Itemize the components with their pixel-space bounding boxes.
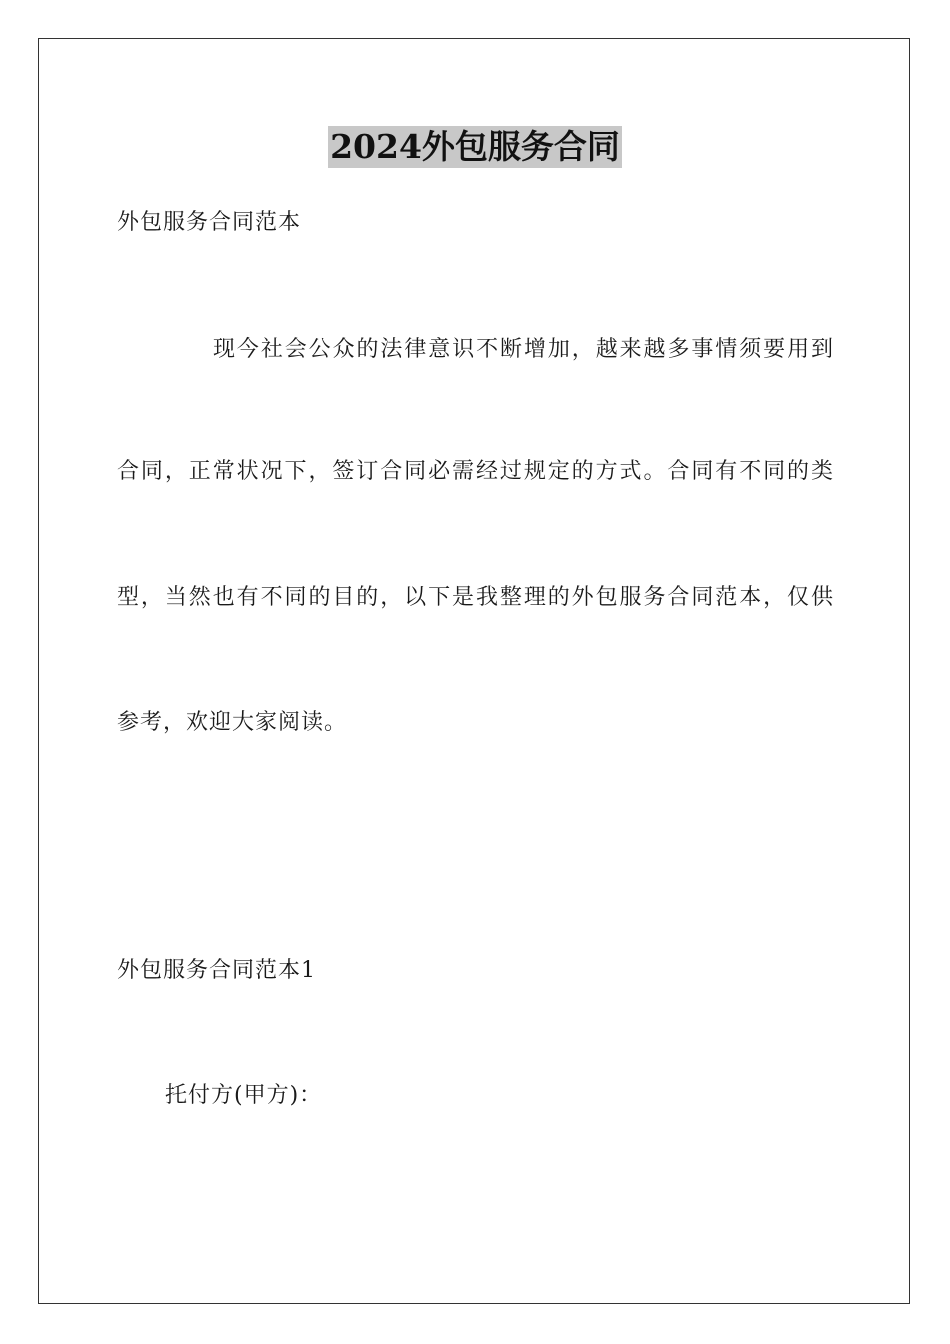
title-container	[0, 126, 950, 168]
section-heading: 外包服务合同范本1	[117, 958, 316, 983]
document-subtitle: 外包服务合同范本	[117, 210, 302, 235]
party-a-label: 托付方(甲方)：	[165, 1083, 323, 1108]
intro-line-4: 参考，欢迎大家阅读。	[117, 710, 348, 735]
intro-line-2: 合同，正常状况下，签订合同必需经过规定的方式。合同有不同的类	[117, 459, 833, 484]
intro-line-1: 现今社会公众的法律意识不断增加，越来越多事情须要用到	[213, 337, 833, 362]
intro-line-3: 型，当然也有不同的目的，以下是我整理的外包服务合同范本，仅供	[117, 585, 833, 610]
document-title: 2024外包服务合同	[330, 127, 620, 166]
